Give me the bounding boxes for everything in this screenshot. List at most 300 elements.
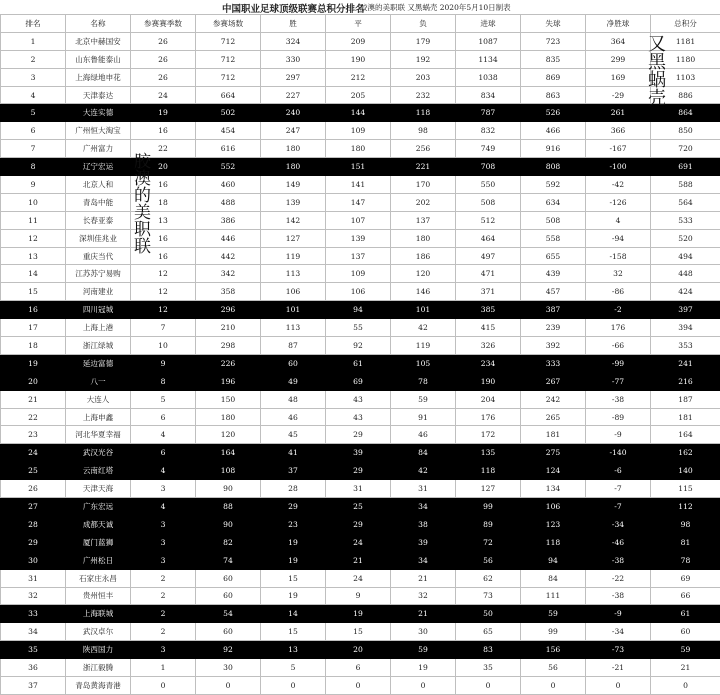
goals-against-cell: 275 (521, 444, 586, 462)
goals-for-cell: 176 (456, 408, 521, 426)
win-cell: 113 (261, 265, 326, 283)
goals-for-cell: 1134 (456, 50, 521, 68)
loss-cell: 42 (391, 319, 456, 337)
page-title: 中国职业足球顶级联赛总积分排名 (222, 1, 365, 15)
seasons-cell: 3 (131, 515, 196, 533)
win-cell: 19 (261, 533, 326, 551)
goals-for-cell: 708 (456, 158, 521, 176)
win-cell: 119 (261, 247, 326, 265)
draw-cell: 109 (326, 122, 391, 140)
goals-against-cell: 466 (521, 122, 586, 140)
points-cell: 98 (651, 515, 720, 533)
goals-against-cell: 333 (521, 354, 586, 372)
goals-for-cell: 749 (456, 140, 521, 158)
rank-cell: 16 (1, 301, 66, 319)
played-cell: 164 (196, 444, 261, 462)
draw-cell: 19 (326, 605, 391, 623)
seasons-cell: 0 (131, 676, 196, 694)
seasons-cell: 24 (131, 86, 196, 104)
loss-cell: 46 (391, 426, 456, 444)
team-name-cell: 长春亚泰 (66, 211, 131, 229)
goals-against-cell: 123 (521, 515, 586, 533)
loss-cell: 105 (391, 354, 456, 372)
played-cell: 454 (196, 122, 261, 140)
goal-diff-cell: -46 (586, 533, 651, 551)
watermark-right: 又黑蜗壳 (648, 36, 668, 108)
loss-cell: 101 (391, 301, 456, 319)
goals-against-cell: 156 (521, 641, 586, 659)
goals-for-cell: 385 (456, 301, 521, 319)
table-row (1, 515, 720, 533)
goals-for-cell: 1087 (456, 32, 521, 50)
goals-for-cell: 326 (456, 337, 521, 355)
loss-cell: 256 (391, 140, 456, 158)
rank-cell: 33 (1, 605, 66, 623)
goal-diff-cell: 261 (586, 104, 651, 122)
table-row (1, 176, 720, 194)
rank-cell: 21 (1, 390, 66, 408)
rank-cell: 6 (1, 122, 66, 140)
team-name-cell: 延边富德 (66, 354, 131, 372)
win-cell: 0 (261, 676, 326, 694)
rank-cell: 20 (1, 372, 66, 390)
draw-cell: 94 (326, 301, 391, 319)
loss-cell: 179 (391, 32, 456, 50)
points-cell: 533 (651, 211, 720, 229)
seasons-cell: 16 (131, 176, 196, 194)
seasons-cell: 13 (131, 211, 196, 229)
rank-cell: 24 (1, 444, 66, 462)
points-cell: 187 (651, 390, 720, 408)
team-name-cell: 青岛中能 (66, 193, 131, 211)
played-cell: 460 (196, 176, 261, 194)
loss-cell: 38 (391, 515, 456, 533)
draw-cell: 144 (326, 104, 391, 122)
loss-cell: 186 (391, 247, 456, 265)
win-cell: 60 (261, 354, 326, 372)
draw-cell: 106 (326, 283, 391, 301)
team-name-cell: 贵州恒丰 (66, 587, 131, 605)
draw-cell: 43 (326, 408, 391, 426)
column-header: 进球 (456, 15, 521, 33)
goals-against-cell: 508 (521, 211, 586, 229)
rank-cell: 15 (1, 283, 66, 301)
goal-diff-cell: 299 (586, 50, 651, 68)
team-name-cell: 天津天海 (66, 480, 131, 498)
points-cell: 115 (651, 480, 720, 498)
goals-against-cell: 134 (521, 480, 586, 498)
points-cell: 21 (651, 659, 720, 677)
goals-against-cell: 439 (521, 265, 586, 283)
team-name-cell: 八一 (66, 372, 131, 390)
goals-against-cell: 265 (521, 408, 586, 426)
goals-against-cell: 84 (521, 569, 586, 587)
win-cell: 180 (261, 158, 326, 176)
loss-cell: 203 (391, 68, 456, 86)
rank-cell: 19 (1, 354, 66, 372)
goal-diff-cell: 169 (586, 68, 651, 86)
goal-diff-cell: -9 (586, 605, 651, 623)
points-cell: 164 (651, 426, 720, 444)
win-cell: 324 (261, 32, 326, 50)
draw-cell: 69 (326, 372, 391, 390)
team-name-cell: 河南建业 (66, 283, 131, 301)
goals-for-cell: 35 (456, 659, 521, 677)
goals-against-cell: 106 (521, 498, 586, 516)
team-name-cell: 广东宏远 (66, 498, 131, 516)
team-name-cell: 大连人 (66, 390, 131, 408)
played-cell: 180 (196, 408, 261, 426)
draw-cell: 205 (326, 86, 391, 104)
points-cell: 520 (651, 229, 720, 247)
rank-cell: 18 (1, 337, 66, 355)
played-cell: 90 (196, 480, 261, 498)
draw-cell: 43 (326, 390, 391, 408)
rank-cell: 14 (1, 265, 66, 283)
team-name-cell: 上海申鑫 (66, 408, 131, 426)
goals-for-cell: 65 (456, 623, 521, 641)
table-row (1, 659, 720, 677)
table-row (1, 122, 720, 140)
goals-for-cell: 512 (456, 211, 521, 229)
win-cell: 87 (261, 337, 326, 355)
table-row (1, 498, 720, 516)
points-cell: 66 (651, 587, 720, 605)
table-row (1, 211, 720, 229)
draw-cell: 61 (326, 354, 391, 372)
rank-cell: 26 (1, 480, 66, 498)
win-cell: 297 (261, 68, 326, 86)
draw-cell: 0 (326, 676, 391, 694)
goals-for-cell: 89 (456, 515, 521, 533)
seasons-cell: 3 (131, 551, 196, 569)
draw-cell: 139 (326, 229, 391, 247)
seasons-cell: 2 (131, 623, 196, 641)
seasons-cell: 26 (131, 32, 196, 50)
goal-diff-cell: 32 (586, 265, 651, 283)
table-row (1, 354, 720, 372)
win-cell: 113 (261, 319, 326, 337)
rank-cell: 28 (1, 515, 66, 533)
goals-for-cell: 72 (456, 533, 521, 551)
goals-against-cell: 863 (521, 86, 586, 104)
seasons-cell: 5 (131, 390, 196, 408)
loss-cell: 21 (391, 569, 456, 587)
rank-cell: 3 (1, 68, 66, 86)
win-cell: 247 (261, 122, 326, 140)
draw-cell: 137 (326, 247, 391, 265)
table-row (1, 569, 720, 587)
goals-for-cell: 464 (456, 229, 521, 247)
watermark-left: 胶澳的美职联 (134, 154, 154, 256)
seasons-cell: 19 (131, 104, 196, 122)
table-row (1, 283, 720, 301)
win-cell: 46 (261, 408, 326, 426)
played-cell: 54 (196, 605, 261, 623)
team-name-cell: 广州富力 (66, 140, 131, 158)
rank-cell: 1 (1, 32, 66, 50)
table-row (1, 641, 720, 659)
draw-cell: 212 (326, 68, 391, 86)
played-cell: 30 (196, 659, 261, 677)
goal-diff-cell: -42 (586, 176, 651, 194)
table-row (1, 551, 720, 569)
win-cell: 142 (261, 211, 326, 229)
played-cell: 82 (196, 533, 261, 551)
goal-diff-cell: -167 (586, 140, 651, 158)
loss-cell: 34 (391, 551, 456, 569)
table-row (1, 605, 720, 623)
rank-cell: 9 (1, 176, 66, 194)
loss-cell: 146 (391, 283, 456, 301)
goals-against-cell: 869 (521, 68, 586, 86)
rank-cell: 30 (1, 551, 66, 569)
seasons-cell: 3 (131, 641, 196, 659)
team-name-cell: 浙江绿城 (66, 337, 131, 355)
table-row (1, 301, 720, 319)
played-cell: 90 (196, 515, 261, 533)
goals-for-cell: 415 (456, 319, 521, 337)
draw-cell: 15 (326, 623, 391, 641)
points-cell: 720 (651, 140, 720, 158)
goal-diff-cell: -7 (586, 498, 651, 516)
points-cell: 353 (651, 337, 720, 355)
win-cell: 45 (261, 426, 326, 444)
points-cell: 886 (651, 86, 720, 104)
goal-diff-cell: -38 (586, 587, 651, 605)
seasons-cell: 26 (131, 50, 196, 68)
rank-cell: 4 (1, 86, 66, 104)
table-row (1, 229, 720, 247)
table-row (1, 426, 720, 444)
rank-cell: 29 (1, 533, 66, 551)
goals-for-cell: 1038 (456, 68, 521, 86)
team-name-cell: 上海联城 (66, 605, 131, 623)
seasons-cell: 3 (131, 533, 196, 551)
table-row (1, 193, 720, 211)
page-subtitle: 胶澳的美职联 又黑蜗壳 2020年5月10日制表 (360, 2, 511, 13)
points-cell: 424 (651, 283, 720, 301)
seasons-cell: 26 (131, 68, 196, 86)
draw-cell: 141 (326, 176, 391, 194)
goal-diff-cell: -158 (586, 247, 651, 265)
loss-cell: 119 (391, 337, 456, 355)
goals-for-cell: 371 (456, 283, 521, 301)
team-name-cell: 云南红塔 (66, 462, 131, 480)
played-cell: 712 (196, 68, 261, 86)
played-cell: 298 (196, 337, 261, 355)
goals-for-cell: 62 (456, 569, 521, 587)
win-cell: 149 (261, 176, 326, 194)
loss-cell: 221 (391, 158, 456, 176)
seasons-cell: 16 (131, 229, 196, 247)
rank-cell: 35 (1, 641, 66, 659)
team-name-cell: 石家庄永昌 (66, 569, 131, 587)
loss-cell: 59 (391, 390, 456, 408)
rank-cell: 34 (1, 623, 66, 641)
loss-cell: 19 (391, 659, 456, 677)
goals-against-cell: 181 (521, 426, 586, 444)
column-header: 失球 (521, 15, 586, 33)
column-header: 胜 (261, 15, 326, 33)
rank-cell: 2 (1, 50, 66, 68)
loss-cell: 32 (391, 587, 456, 605)
rank-cell: 31 (1, 569, 66, 587)
draw-cell: 190 (326, 50, 391, 68)
win-cell: 23 (261, 515, 326, 533)
seasons-cell: 16 (131, 122, 196, 140)
loss-cell: 31 (391, 480, 456, 498)
goal-diff-cell: -89 (586, 408, 651, 426)
played-cell: 386 (196, 211, 261, 229)
team-name-cell: 山东鲁能泰山 (66, 50, 131, 68)
seasons-cell: 7 (131, 319, 196, 337)
table-row (1, 676, 720, 694)
table-row (1, 390, 720, 408)
goal-diff-cell: -66 (586, 337, 651, 355)
played-cell: 108 (196, 462, 261, 480)
draw-cell: 209 (326, 32, 391, 50)
rank-cell: 5 (1, 104, 66, 122)
goals-against-cell: 457 (521, 283, 586, 301)
seasons-cell: 4 (131, 462, 196, 480)
loss-cell: 120 (391, 265, 456, 283)
table-row (1, 623, 720, 641)
goals-against-cell: 558 (521, 229, 586, 247)
seasons-cell: 4 (131, 498, 196, 516)
draw-cell: 24 (326, 533, 391, 551)
points-cell: 216 (651, 372, 720, 390)
played-cell: 226 (196, 354, 261, 372)
table-row (1, 462, 720, 480)
goal-diff-cell: 364 (586, 32, 651, 50)
draw-cell: 31 (326, 480, 391, 498)
draw-cell: 39 (326, 444, 391, 462)
loss-cell: 39 (391, 533, 456, 551)
team-name-cell: 厦门蓝狮 (66, 533, 131, 551)
played-cell: 296 (196, 301, 261, 319)
goal-diff-cell: 4 (586, 211, 651, 229)
standings-table (0, 14, 720, 695)
goal-diff-cell: -6 (586, 462, 651, 480)
goals-against-cell: 56 (521, 659, 586, 677)
goals-against-cell: 124 (521, 462, 586, 480)
loss-cell: 34 (391, 498, 456, 516)
goals-for-cell: 471 (456, 265, 521, 283)
win-cell: 106 (261, 283, 326, 301)
goals-for-cell: 550 (456, 176, 521, 194)
draw-cell: 29 (326, 426, 391, 444)
team-name-cell: 成都天诚 (66, 515, 131, 533)
goals-for-cell: 99 (456, 498, 521, 516)
points-cell: 162 (651, 444, 720, 462)
points-cell: 564 (651, 193, 720, 211)
goals-for-cell: 832 (456, 122, 521, 140)
rank-cell: 10 (1, 193, 66, 211)
goals-against-cell: 387 (521, 301, 586, 319)
draw-cell: 20 (326, 641, 391, 659)
draw-cell: 109 (326, 265, 391, 283)
points-cell: 397 (651, 301, 720, 319)
table-row (1, 319, 720, 337)
goals-against-cell: 59 (521, 605, 586, 623)
team-name-cell: 北京中赫国安 (66, 32, 131, 50)
goal-diff-cell: -73 (586, 641, 651, 659)
column-header: 参赛场数 (196, 15, 261, 33)
win-cell: 127 (261, 229, 326, 247)
table-header-row (1, 15, 720, 33)
rank-cell: 8 (1, 158, 66, 176)
goal-diff-cell: -100 (586, 158, 651, 176)
points-cell: 181 (651, 408, 720, 426)
draw-cell: 55 (326, 319, 391, 337)
table-row (1, 68, 720, 86)
seasons-cell: 8 (131, 372, 196, 390)
win-cell: 5 (261, 659, 326, 677)
goals-for-cell: 508 (456, 193, 521, 211)
played-cell: 92 (196, 641, 261, 659)
seasons-cell: 22 (131, 140, 196, 158)
loss-cell: 202 (391, 193, 456, 211)
goals-for-cell: 118 (456, 462, 521, 480)
draw-cell: 6 (326, 659, 391, 677)
rank-cell: 7 (1, 140, 66, 158)
loss-cell: 78 (391, 372, 456, 390)
draw-cell: 180 (326, 140, 391, 158)
goals-against-cell: 723 (521, 32, 586, 50)
seasons-cell: 2 (131, 569, 196, 587)
table-row (1, 50, 720, 68)
goal-diff-cell: 366 (586, 122, 651, 140)
rank-cell: 17 (1, 319, 66, 337)
rank-cell: 37 (1, 676, 66, 694)
table-row (1, 533, 720, 551)
points-cell: 140 (651, 462, 720, 480)
points-cell: 588 (651, 176, 720, 194)
goals-for-cell: 83 (456, 641, 521, 659)
goal-diff-cell: -99 (586, 354, 651, 372)
points-cell: 1103 (651, 68, 720, 86)
goal-diff-cell: -86 (586, 283, 651, 301)
loss-cell: 118 (391, 104, 456, 122)
column-header: 名称 (66, 15, 131, 33)
loss-cell: 0 (391, 676, 456, 694)
played-cell: 88 (196, 498, 261, 516)
goals-against-cell: 94 (521, 551, 586, 569)
points-cell: 60 (651, 623, 720, 641)
seasons-cell: 10 (131, 337, 196, 355)
played-cell: 446 (196, 229, 261, 247)
goals-against-cell: 118 (521, 533, 586, 551)
played-cell: 120 (196, 426, 261, 444)
win-cell: 101 (261, 301, 326, 319)
goals-for-cell: 127 (456, 480, 521, 498)
goal-diff-cell: -34 (586, 515, 651, 533)
team-name-cell: 河北华夏幸福 (66, 426, 131, 444)
draw-cell: 24 (326, 569, 391, 587)
seasons-cell: 1 (131, 659, 196, 677)
seasons-cell: 6 (131, 444, 196, 462)
rank-cell: 22 (1, 408, 66, 426)
table-row (1, 408, 720, 426)
goal-diff-cell: -140 (586, 444, 651, 462)
goals-for-cell: 73 (456, 587, 521, 605)
table-row (1, 444, 720, 462)
points-cell: 59 (651, 641, 720, 659)
draw-cell: 21 (326, 551, 391, 569)
team-name-cell: 武汉卓尔 (66, 623, 131, 641)
team-name-cell: 上海上港 (66, 319, 131, 337)
